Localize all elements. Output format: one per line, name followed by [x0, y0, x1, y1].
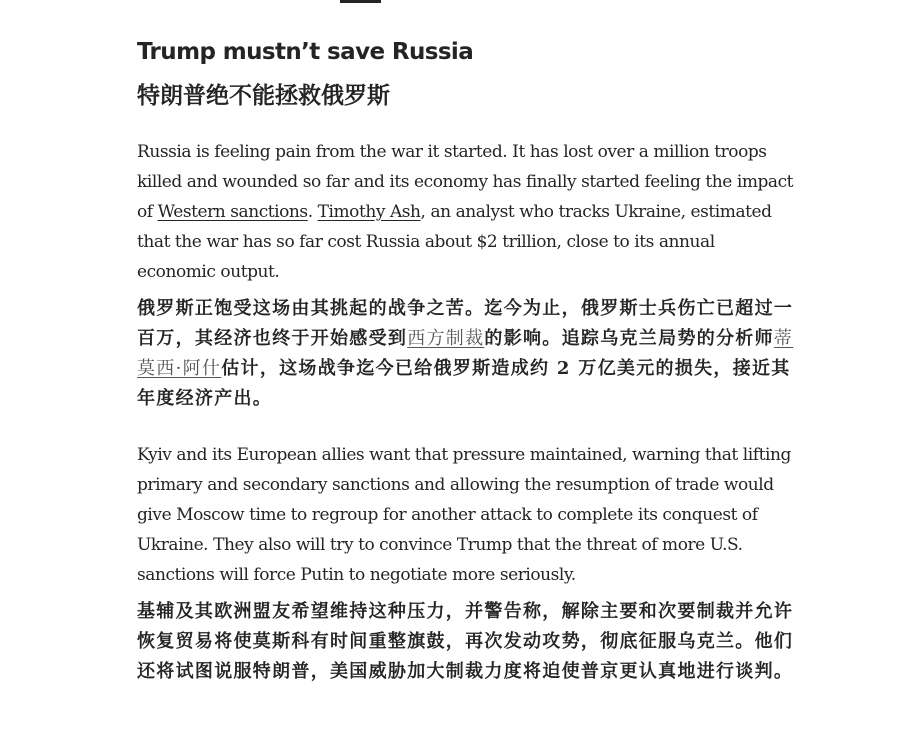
paragraph-1-en	[137, 137, 797, 287]
paragraph-1-zh	[137, 294, 797, 414]
western-sanctions-link-zh[interactable]: 西方制裁	[407, 328, 485, 349]
paragraph-1-en-text-a: Russia is feeling pain from the war it started. It has lost over a million troops killed and wounded so far and its economy has finally started feeling the impact of	[137, 142, 794, 222]
paragraph-2-zh: 基辅及其欧洲盟友希望维持这种压力，并警告称，解除主要和次要制裁并允许恢复贸易将使莫斯科有时间重整旗鼓，再次发动攻势，彻底征服乌克兰。他们还将试图说服特朗普，美国威胁加大制裁力度将迫使普京更认真地进行谈判。	[137, 601, 794, 682]
paragraph-1-zh-text-b: 的影响。追踪乌克兰局势的分析师	[484, 328, 774, 349]
timothy-ash-link-zh[interactable]: 蒂莫西·阿什	[137, 328, 794, 379]
paragraph-1-en-text-c: , an analyst who tracks Ukraine, estimated that the war has so far cost Russia about $2 trillion, close to its annual economic output.	[137, 202, 772, 282]
western-sanctions-link[interactable]: Western sanctions	[157, 202, 308, 222]
section-heading-zh: 特朗普绝不能拯救俄罗斯	[137, 83, 390, 109]
section-heading-en: Trump mustn’t save Russia	[137, 39, 474, 65]
paragraph-1-zh-text-a: 俄罗斯正饱受这场由其挑起的战争之苦。迄今为止，俄罗斯士兵伤亡已超过一百万，其经济也终于开始感受到	[137, 298, 794, 349]
paragraph-1-en-text-b: .	[307, 202, 318, 222]
paragraph-1-zh-text-c: 估计，这场战争迄今已给俄罗斯造成约 2 万亿美元的损失，接近其年度经济产出。	[137, 358, 791, 409]
paragraph-2-en: Kyiv and its European allies want that pressure maintained, warning that lifting primary and secondary sanctions and allowing the resumption of trade would give Moscow time to regroup for another attack to complete its conquest of Ukraine. They also will try to convince Trump that the threat of more U.S. sanctions will force Putin to negotiate more seriously.	[137, 445, 791, 585]
article-body	[137, 36, 797, 687]
top-divider	[340, 0, 381, 3]
timothy-ash-link[interactable]: Timothy Ash	[317, 202, 421, 222]
